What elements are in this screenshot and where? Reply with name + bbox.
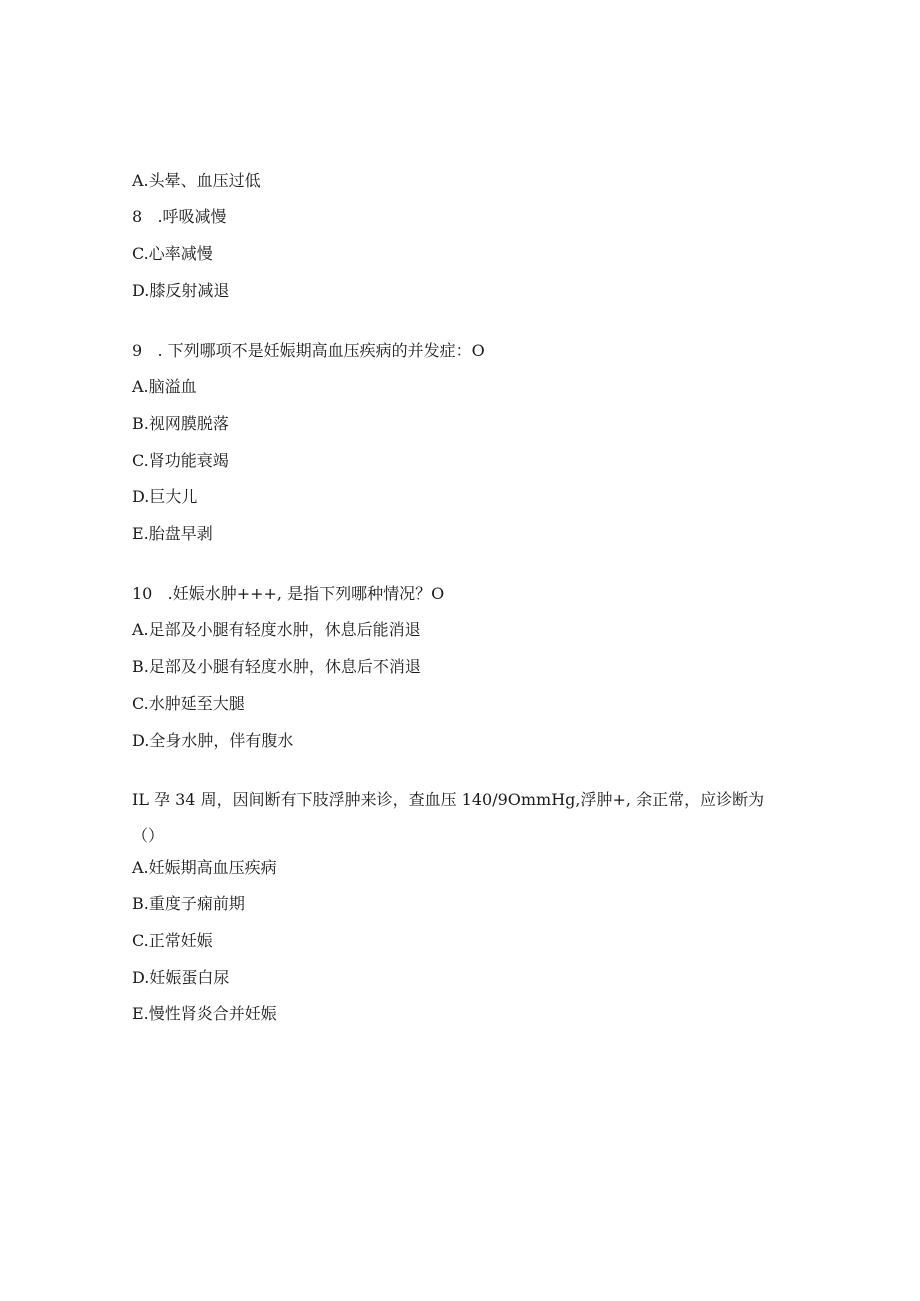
q9-option-a: A.脑溢血 — [132, 377, 197, 396]
question-11: IL 孕 34 周，因间断有下肢浮肿来诊，查血压 140/9OmmHg,浮肿+, 余正常，应诊断为（） — [132, 790, 765, 845]
q11-option-e: E.慢性肾炎合并妊娠 — [132, 1004, 277, 1023]
q11-option-d: D.妊娠蛋白尿 — [132, 968, 230, 987]
q10-option-c: C.水肿延至大腿 — [132, 694, 245, 713]
question-9: 9 . 下列哪项不是妊娠期高血压疾病的并发症：O — [132, 341, 485, 360]
q9-option-c: C.肾功能衰竭 — [132, 451, 229, 470]
q7-option-d: D.膝反射减退 — [132, 281, 230, 300]
q11-option-a: A.妊娠期高血压疾病 — [132, 858, 277, 877]
q10-option-d: D.全身水肿，伴有腹水 — [132, 731, 294, 750]
q9-option-b: B.视网膜脱落 — [132, 414, 229, 433]
q10-option-a: A.足部及小腿有轻度水肿，休息后能消退 — [132, 620, 421, 639]
q9-option-e: E.胎盘早剥 — [132, 524, 213, 543]
q11-option-b: B.重度子痫前期 — [132, 894, 245, 913]
q9-option-d: D.巨大儿 — [132, 487, 198, 506]
q10-option-b: B.足部及小腿有轻度水肿，休息后不消退 — [132, 657, 421, 676]
q7-option-a: A.头晕、血压过低 — [132, 171, 261, 190]
q7-option-c: C.心率减慢 — [132, 244, 213, 263]
question-10: 10 .妊娠水肿+++, 是指下列哪种情况？O — [132, 584, 445, 603]
q7-option-b: 8 .呼吸减慢 — [132, 207, 227, 226]
q11-option-c: C.正常妊娠 — [132, 931, 213, 950]
